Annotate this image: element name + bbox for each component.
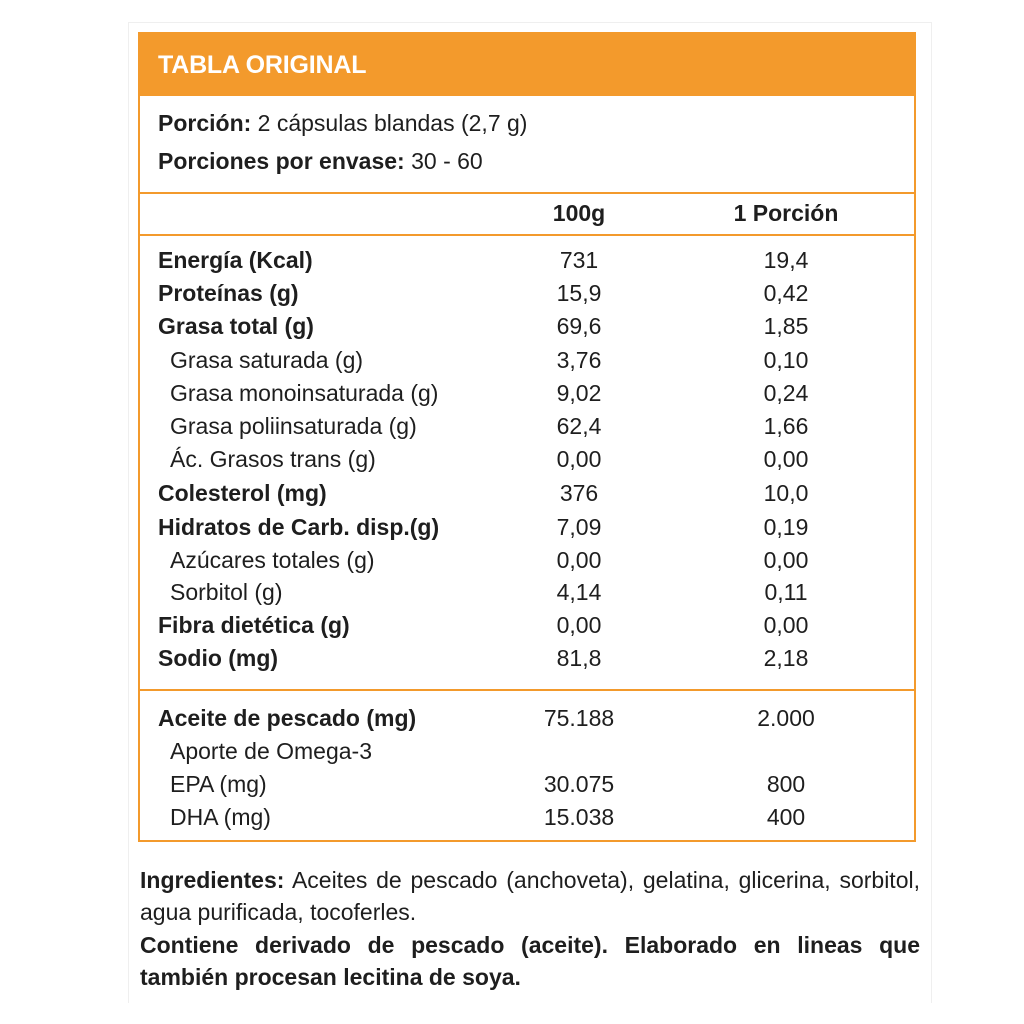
row-value-100g: 376 — [559, 480, 599, 506]
portions-line — [158, 148, 483, 175]
row-label: Grasa poliinsaturada (g) — [170, 413, 417, 439]
portion-line — [158, 110, 527, 137]
table-row — [140, 347, 914, 380]
row-value-100g: 9,02 — [556, 380, 602, 406]
row-value-portion: 0,11 — [764, 579, 808, 605]
table-row — [140, 804, 914, 837]
table-row — [140, 247, 914, 280]
row-label: Aceite de pescado (mg) — [158, 705, 417, 731]
row-label: Sorbitol (g) — [170, 579, 283, 605]
row-value-portion: 19,4 — [763, 247, 809, 273]
portions-label: Porciones por envase: — [158, 148, 405, 174]
table-title: TABLA ORIGINAL — [140, 34, 914, 96]
divider — [140, 192, 914, 194]
portions-value: 30 - 60 — [411, 148, 483, 174]
row-label: Azúcares totales (g) — [170, 547, 375, 573]
row-label: DHA (mg) — [170, 804, 271, 830]
row-value-portion: 0,00 — [763, 547, 809, 573]
row-label: Proteínas (g) — [158, 280, 299, 306]
table-row — [140, 313, 914, 346]
row-value-100g: 0,00 — [556, 612, 602, 638]
row-value-100g: 0,00 — [556, 446, 602, 472]
row-value-portion: 0,00 — [763, 446, 809, 472]
row-value-portion: 800 — [766, 771, 806, 797]
row-label: Ác. Grasos trans (g) — [170, 446, 376, 472]
row-value-portion: 400 — [766, 804, 806, 830]
row-value-portion: 0,42 — [763, 280, 809, 306]
portion-value: 2 cápsulas blandas (2,7 g) — [257, 110, 528, 136]
table-row — [140, 547, 914, 580]
row-value-100g: 75.188 — [543, 705, 615, 731]
portion-label: Porción: — [158, 110, 252, 136]
row-value-portion: 1,85 — [763, 313, 809, 339]
allergen-warning: Contiene derivado de pescado (aceite). Elaborado en lineas que también procesan lecitina de soya. — [140, 932, 920, 990]
table-row — [140, 413, 914, 446]
row-value-portion: 0,10 — [763, 347, 809, 373]
nutrition-table — [138, 32, 916, 842]
row-value-100g: 7,09 — [556, 514, 602, 540]
row-value-portion: 0,19 — [763, 514, 809, 540]
table-row — [140, 738, 914, 771]
row-value-100g: 81,8 — [556, 645, 602, 671]
table-row — [140, 645, 914, 678]
row-value-portion: 10,0 — [763, 480, 809, 506]
table-row — [140, 612, 914, 645]
row-label: Colesterol (mg) — [158, 480, 327, 506]
table-row — [140, 705, 914, 738]
row-value-100g: 30.075 — [543, 771, 615, 797]
row-value-100g: 15,9 — [556, 280, 602, 306]
table-row — [140, 514, 914, 547]
row-value-portion: 2,18 — [763, 645, 809, 671]
row-label: Grasa saturada (g) — [170, 347, 364, 373]
row-label: Aporte de Omega-3 — [170, 738, 373, 764]
row-label: Fibra dietética (g) — [158, 612, 350, 638]
column-header-row — [140, 200, 914, 233]
table-row — [140, 480, 914, 513]
row-value-portion: 1,66 — [763, 413, 809, 439]
row-value-portion: 0,00 — [763, 612, 809, 638]
row-value-100g: 731 — [559, 247, 599, 273]
ingredients-label: Ingredientes: — [140, 867, 285, 893]
table-row — [140, 380, 914, 413]
row-label: Grasa monoinsaturada (g) — [170, 380, 439, 406]
table-row — [140, 579, 914, 612]
row-label: Sodio (mg) — [158, 645, 279, 671]
row-label: EPA (mg) — [170, 771, 267, 797]
row-value-100g: 3,76 — [556, 347, 602, 373]
divider — [140, 234, 914, 236]
divider — [140, 689, 914, 691]
row-value-100g: 15.038 — [543, 804, 615, 830]
column-header-portion: 1 Porción — [733, 200, 839, 226]
row-value-100g: 69,6 — [556, 313, 602, 339]
row-value-portion: 0,24 — [763, 380, 809, 406]
ingredients-text: Aceites de pescado (anchoveta), gelatina, glicerina, sorbitol, agua purificada, tocoferles. — [140, 867, 920, 925]
table-row — [140, 771, 914, 804]
row-label: Energía (Kcal) — [158, 247, 313, 273]
row-value-100g: 0,00 — [556, 547, 602, 573]
table-row — [140, 446, 914, 479]
row-label: Hidratos de Carb. disp.(g) — [158, 514, 440, 540]
row-value-portion: 2.000 — [757, 705, 815, 731]
ingredients-paragraph — [140, 864, 920, 928]
table-row — [140, 280, 914, 313]
column-header-100g: 100g — [552, 200, 606, 226]
row-value-100g: 4,14 — [556, 579, 602, 605]
row-value-100g: 62,4 — [556, 413, 602, 439]
row-label: Grasa total (g) — [158, 313, 314, 339]
